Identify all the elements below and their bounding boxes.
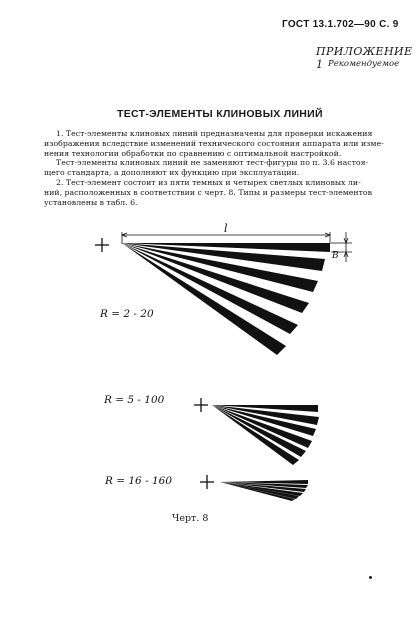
text-line: 2. Тест-элемент состоит из пяти темных и четырех светлых клиновых ли- — [56, 178, 361, 187]
text-line: ний, расположенных в соответствии с черт. 8. Типы и размеры тест-элементов — [44, 187, 372, 197]
text-line: щего стандарта, а дополняют их функцию при эксплуатации. — [44, 167, 300, 177]
crosshair-icon — [95, 238, 109, 252]
dimension-label-width: B — [332, 251, 339, 261]
crosshair-icon — [194, 398, 208, 412]
dimension-label-length: l — [224, 222, 228, 235]
wedge-element-small — [200, 475, 308, 501]
standard-reference: ГОСТ 13.1.702—90 С. 9 — [282, 19, 399, 30]
appendix-note: Рекомендуемое — [328, 59, 400, 69]
wedge-label-large: R = 2 - 20 — [100, 308, 154, 320]
wedge-lines-medium — [212, 405, 319, 465]
text-line: установлены в табл. 6. — [44, 197, 138, 207]
text-line: 1. Тест-элементы клиновых линий предназначены для проверки искажения — [56, 129, 373, 138]
wedge-lines-large — [122, 243, 330, 355]
crosshair-icon — [200, 475, 214, 489]
wedge-lines-small — [220, 480, 308, 501]
wedge-label-small: R = 16 - 160 — [105, 475, 173, 487]
text-line: Тест-элементы клиновых линий не заменяют тест-фигуры по п. 3.6 настоя- — [56, 158, 369, 167]
wedge-element-medium — [194, 398, 319, 465]
wedge-label-medium: R = 5 - 100 — [104, 394, 165, 406]
text-line: нения технологии обработки по сравнению с оптимальной настройкой. — [44, 148, 342, 158]
figure-caption: Черт. 8 — [172, 513, 209, 524]
page-title: ТЕСТ-ЭЛЕМЕНТЫ КЛИНОВЫХ ЛИНИЙ — [117, 108, 323, 120]
stray-dot — [369, 576, 372, 579]
wedge-element-large — [95, 222, 352, 355]
text-line: изображения вследствие изменений технического состояния аппарата или изме- — [44, 138, 384, 148]
appendix-label: ПРИЛОЖЕНИЕ 1 — [316, 45, 413, 71]
